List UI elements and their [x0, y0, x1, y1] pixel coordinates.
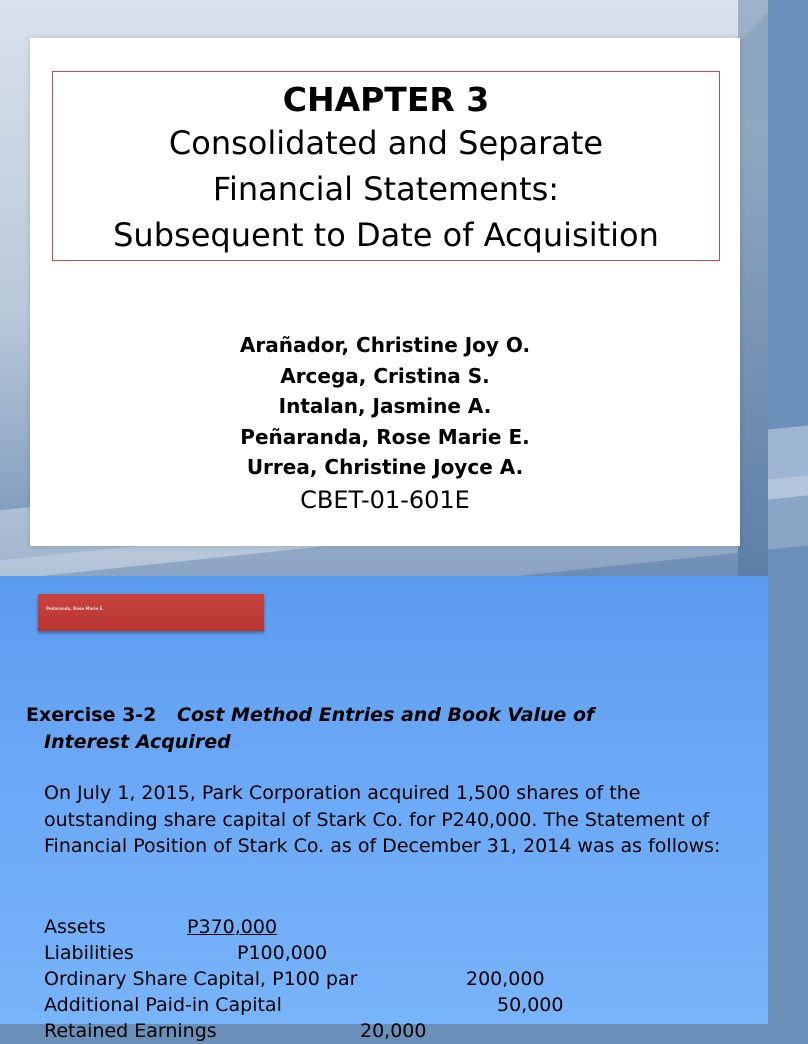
author-name: Arañador, Christine Joy O.	[239, 333, 531, 357]
exercise-number: Exercise 3-2	[26, 704, 157, 726]
row-label: Additional Paid-in Capital	[44, 994, 282, 1016]
exercise-paragraph: On July 1, 2015, Park Corporation acquired 1,500 shares of the outstanding share capital of Stark Co. for P240,000. The Statement of Financial Position of Stark Co. as of December 31, 2014 was as follows:	[44, 782, 721, 857]
exercise-slide	[0, 576, 768, 1042]
row-label: Retained Earnings	[44, 1020, 217, 1042]
balance-row	[44, 940, 328, 966]
author-name: Arcega, Cristina S.	[280, 363, 490, 388]
row-value: 200,000	[466, 968, 545, 990]
subtitle-line: Consolidated and Separate	[168, 124, 604, 162]
title-box	[52, 71, 720, 261]
author-name: Urrea, Christine Joyce A.	[246, 455, 524, 479]
subtitle-line: Subsequent to Date of Acquisition	[113, 216, 659, 254]
section-code: CBET-01-601E	[300, 485, 470, 514]
balance-row	[44, 966, 545, 992]
subtitle-line: Financial Statements:	[212, 170, 560, 208]
exercise-title-continued: Interest Acquired	[44, 731, 231, 753]
balance-row	[44, 992, 564, 1018]
exercise-title: Cost Method Entries and Book Value of	[177, 704, 595, 726]
row-value: 50,000	[497, 994, 564, 1016]
author-name: Peñaranda, Rose Marie E.	[240, 424, 530, 449]
author-name: Intalan, Jasmine A.	[278, 394, 492, 418]
row-value: P370,000	[187, 916, 278, 938]
row-value: P100,000	[237, 942, 328, 964]
slide-edge-decoration	[738, 0, 768, 576]
row-value: 20,000	[360, 1020, 427, 1042]
presenter-tab	[38, 594, 264, 631]
row-label: Assets	[44, 916, 106, 938]
presenter-name: Peñaranda, Rose Marie E.	[46, 606, 104, 611]
balance-row	[44, 914, 278, 940]
author-list	[30, 330, 740, 517]
balance-row	[44, 1018, 427, 1044]
exercise-heading	[26, 702, 746, 756]
row-label: Liabilities	[44, 942, 134, 964]
chapter-heading: CHAPTER 3	[282, 80, 490, 119]
row-label: Ordinary Share Capital, P100 par	[44, 968, 358, 990]
